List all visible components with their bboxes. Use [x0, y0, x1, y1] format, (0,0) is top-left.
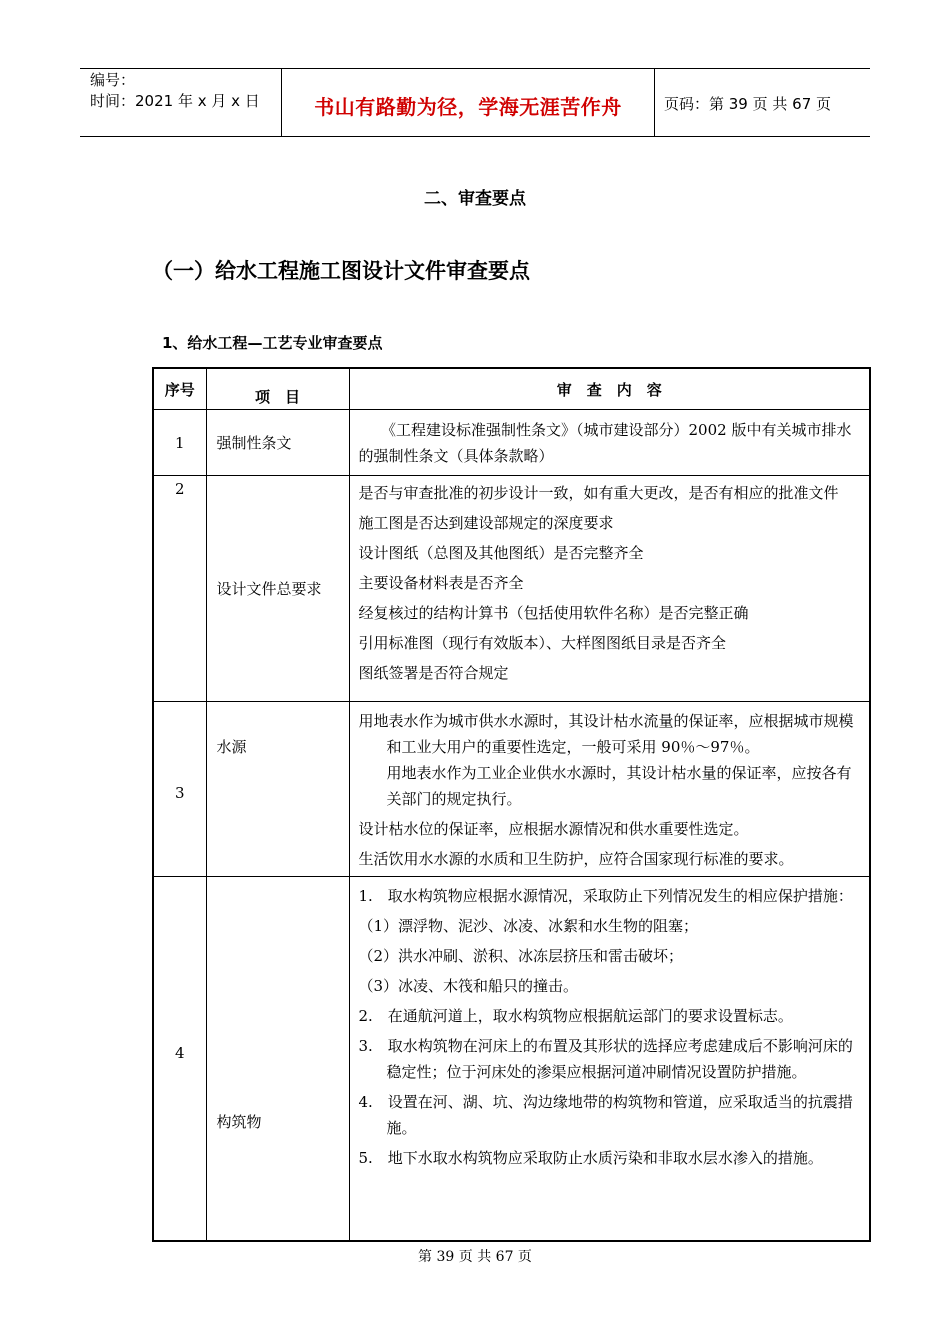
document-number-label: 编号：: [90, 71, 136, 89]
content-line: 主要设备材料表是否齐全: [358, 574, 524, 592]
row-number: 1: [153, 410, 206, 476]
header-cell-content: 审 查 内 容: [349, 368, 870, 410]
header-motto: 书山有路勤为径，学海无涯苦作舟: [314, 95, 622, 119]
content-line: 图纸签署是否符合规定: [358, 664, 509, 682]
table-row: [153, 476, 870, 702]
document-date-label: 时间：2021 年 x 月 x 日: [90, 92, 260, 110]
header-bottom-rule: [80, 136, 870, 137]
row-item: 强制性条文: [206, 410, 349, 476]
row-content: [349, 702, 870, 877]
header-page-info: 页码：第 39 页 共 67 页: [664, 95, 832, 113]
content-line: 5. 地下水取水构筑物应采取防止水质污染和非取水层水渗入的措施。: [358, 1149, 823, 1167]
header-cell-number: 序号: [153, 368, 206, 410]
content-line: 4. 设置在河、湖、坑、沟边缘地带的构筑物和管道，应采取适当的抗震措施。: [358, 1093, 853, 1137]
content-line: 2. 在通航河道上，取水构筑物应根据航运部门的要求设置标志。: [358, 1007, 793, 1025]
subsection-title: （一）给水工程施工图设计文件审查要点: [152, 259, 530, 283]
content-line: 用地表水作为城市供水水源时，其设计枯水流量的保证率，应根据城市规模和工业大用户的重要性选定，一般可采用 90％～97％。: [358, 712, 854, 756]
header-cell-item: 项 目: [206, 368, 349, 410]
header-meta: [90, 70, 260, 112]
row-number: 4: [153, 877, 206, 1241]
page-footer: 第 39 页 共 67 页: [418, 1249, 532, 1265]
row-number: 2: [153, 476, 206, 702]
content-line: 《工程建设标准强制性条文》（城市建设部分）2002 版中有关城市排水的强制性条文（具体条款略）: [358, 420, 852, 465]
content-line: 生活饮用水水源的水质和卫生防护，应符合国家现行标准的要求。: [358, 850, 794, 868]
table-header-row: [153, 368, 870, 410]
header-top-rule: [80, 68, 870, 69]
table-title: 1、给水工程—工艺专业审查要点: [162, 334, 383, 352]
content-line: 施工图是否达到建设部规定的深度要求: [358, 514, 614, 532]
row-content: [349, 877, 870, 1241]
row-content: [349, 410, 870, 476]
content-line: 引用标准图（现行有效版本）、大样图图纸目录是否齐全: [358, 634, 727, 652]
section-title: 二、审查要点: [424, 189, 526, 209]
content-line: 是否与审查批准的初步设计一致，如有重大更改，是否有相应的批准文件: [358, 484, 839, 502]
content-line: 1. 取水构筑物应根据水源情况，采取防止下列情况发生的相应保护措施：: [358, 887, 853, 905]
content-line: （2）洪水冲刷、淤积、冰冻层挤压和雷击破坏；: [358, 947, 684, 965]
row-item: 设计文件总要求: [206, 476, 349, 702]
table-row: [153, 410, 870, 476]
content-line: 用地表水作为工业企业供水水源时，其设计枯水量的保证率，应按各有关部门的规定执行。: [386, 764, 852, 808]
table-row: [153, 702, 870, 877]
row-item: 水源: [206, 702, 349, 877]
row-number: 3: [153, 702, 206, 877]
content-line: （1）漂浮物、泥沙、冰凌、冰絮和水生物的阻塞；: [358, 917, 699, 935]
content-clip: [359, 480, 862, 696]
content-line: 经复核过的结构计算书（包括使用软件名称）是否完整正确: [358, 604, 749, 622]
row-content: [349, 476, 870, 702]
header-divider: [654, 69, 655, 136]
row-item: 构筑物: [206, 877, 349, 1241]
content-line: 设计图纸（总图及其他图纸）是否完整齐全: [358, 544, 644, 562]
table-row: [153, 877, 870, 1241]
content-line: 设计枯水位的保证率，应根据水源情况和供水重要性选定。: [358, 820, 749, 838]
content-line: 3. 取水构筑物在河床上的布置及其形状的选择应考虑建成后不影响河床的稳定性；位于河床处的渗渠应根据河道冲刷情况设置防护措施。: [358, 1037, 853, 1081]
review-table: [152, 367, 871, 1242]
content-line: （3）冰凌、木筏和船只的撞击。: [358, 977, 579, 995]
